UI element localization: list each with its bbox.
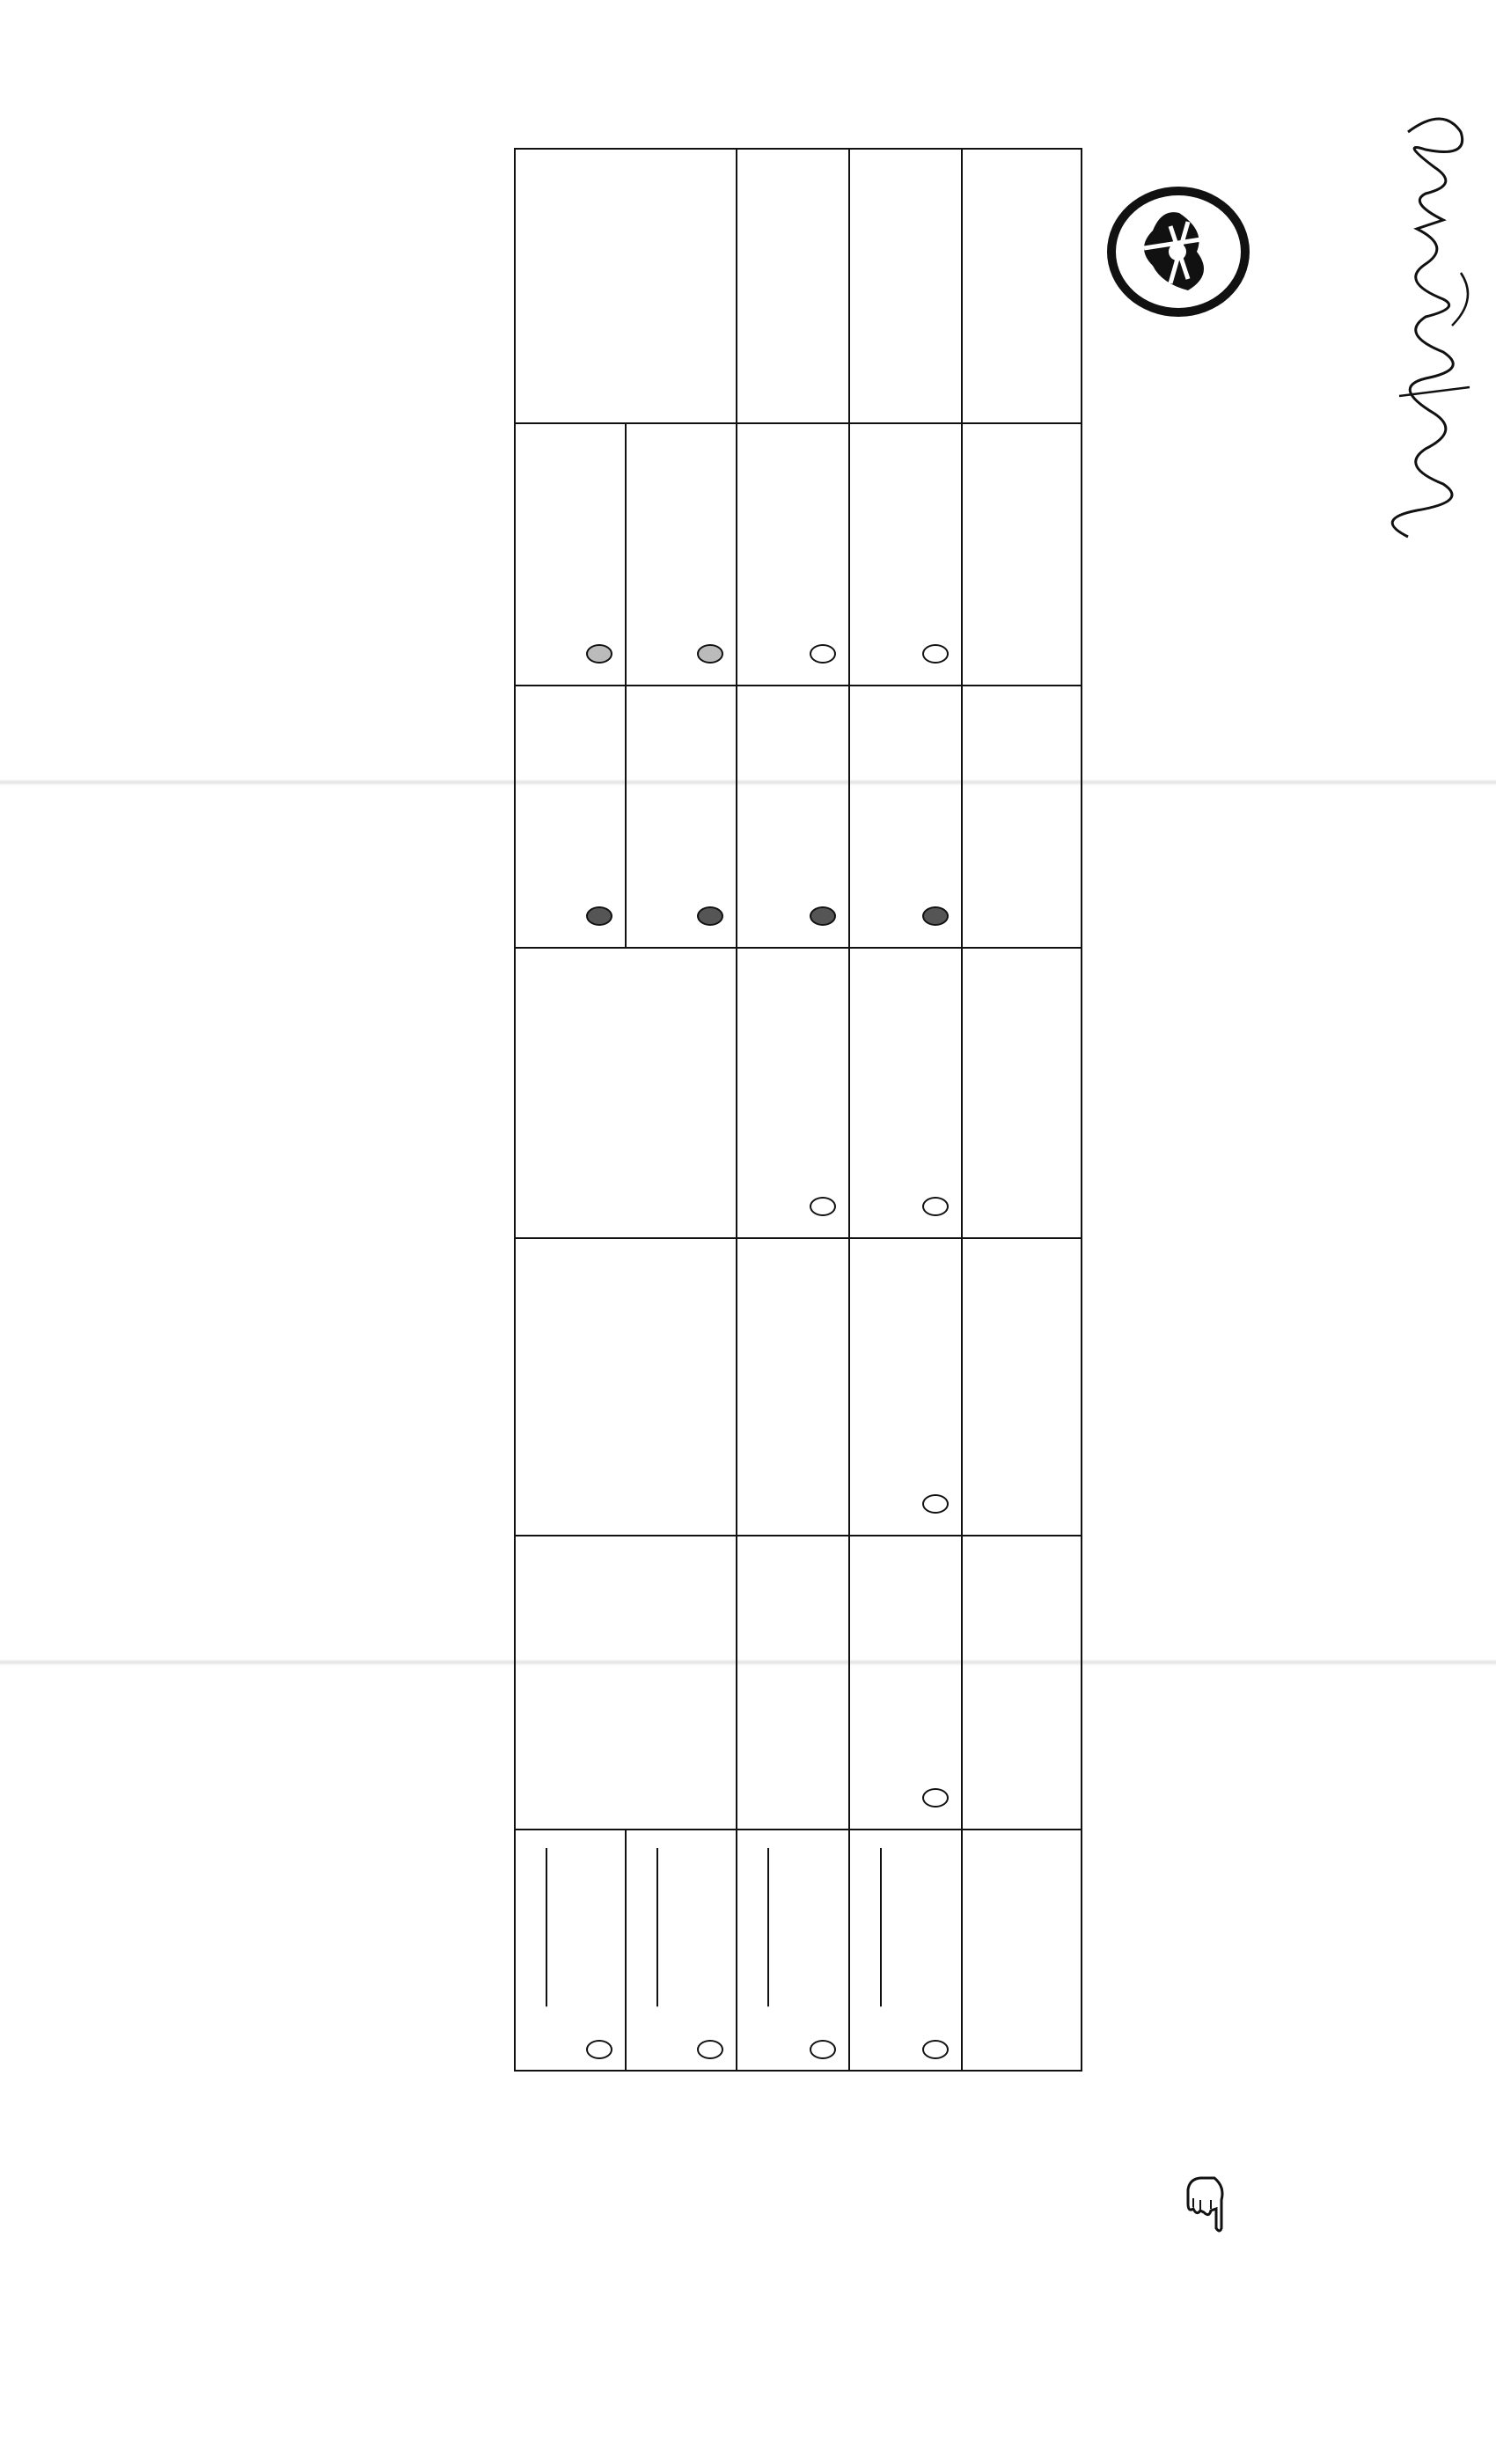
write-in-cell-pair [515, 1830, 737, 2071]
office-cell-sheriff [737, 149, 849, 423]
write-in-line[interactable] [876, 1848, 882, 2006]
vote-oval[interactable] [922, 1788, 949, 1808]
candidate-cell [737, 948, 849, 1238]
candidate-cell [849, 686, 962, 948]
write-in-cell [849, 1830, 962, 2071]
vote-oval[interactable] [586, 644, 612, 664]
empty-cell [737, 1238, 849, 1536]
empty-cell [515, 1238, 737, 1536]
personal-choice-header-cell [962, 1830, 1082, 2071]
candidate-cell [849, 1238, 962, 1536]
candidate-cell-pair [515, 423, 737, 686]
column-2-header [962, 686, 1082, 948]
vote-oval[interactable] [697, 2040, 723, 2059]
vote-oval-marked[interactable] [586, 906, 612, 926]
office-cell-commissioners [515, 149, 737, 423]
pointing-hand-icon [1179, 2174, 1232, 2235]
vote-oval[interactable] [697, 644, 723, 664]
empty-cell [737, 1536, 849, 1830]
ballot-grid [514, 148, 1082, 2072]
column-1-header [962, 423, 1082, 686]
vote-oval[interactable] [922, 1494, 949, 1514]
empty-cell [515, 948, 737, 1238]
county-seal-icon [1107, 187, 1250, 317]
candidate-cell [849, 948, 962, 1238]
vote-oval[interactable] [586, 2040, 612, 2059]
candidate-cell [737, 686, 849, 948]
vote-oval[interactable] [810, 644, 836, 664]
write-in-line[interactable] [653, 1848, 658, 2006]
clerk-signature [1355, 97, 1496, 554]
vote-oval[interactable] [922, 2040, 949, 2059]
vote-oval-marked[interactable] [922, 906, 949, 926]
empty-cell [515, 1536, 737, 1830]
column-4-header [962, 1238, 1082, 1536]
candidate-cell [849, 423, 962, 686]
vote-oval[interactable] [810, 2040, 836, 2059]
office-title-header-cell [962, 149, 1082, 423]
vote-oval[interactable] [810, 1197, 836, 1216]
write-in-line[interactable] [542, 1848, 547, 2006]
candidate-cell [737, 423, 849, 686]
vote-oval-marked[interactable] [697, 906, 723, 926]
write-in-line[interactable] [764, 1848, 769, 2006]
column-5-header [962, 1536, 1082, 1830]
vote-oval[interactable] [922, 644, 949, 664]
office-cell-house [849, 149, 962, 423]
candidate-cell-pair [515, 686, 737, 948]
vote-oval[interactable] [922, 1197, 949, 1216]
write-in-cell [737, 1830, 849, 2071]
column-3-header [962, 948, 1082, 1238]
vote-oval-marked[interactable] [810, 906, 836, 926]
candidate-cell [849, 1536, 962, 1830]
